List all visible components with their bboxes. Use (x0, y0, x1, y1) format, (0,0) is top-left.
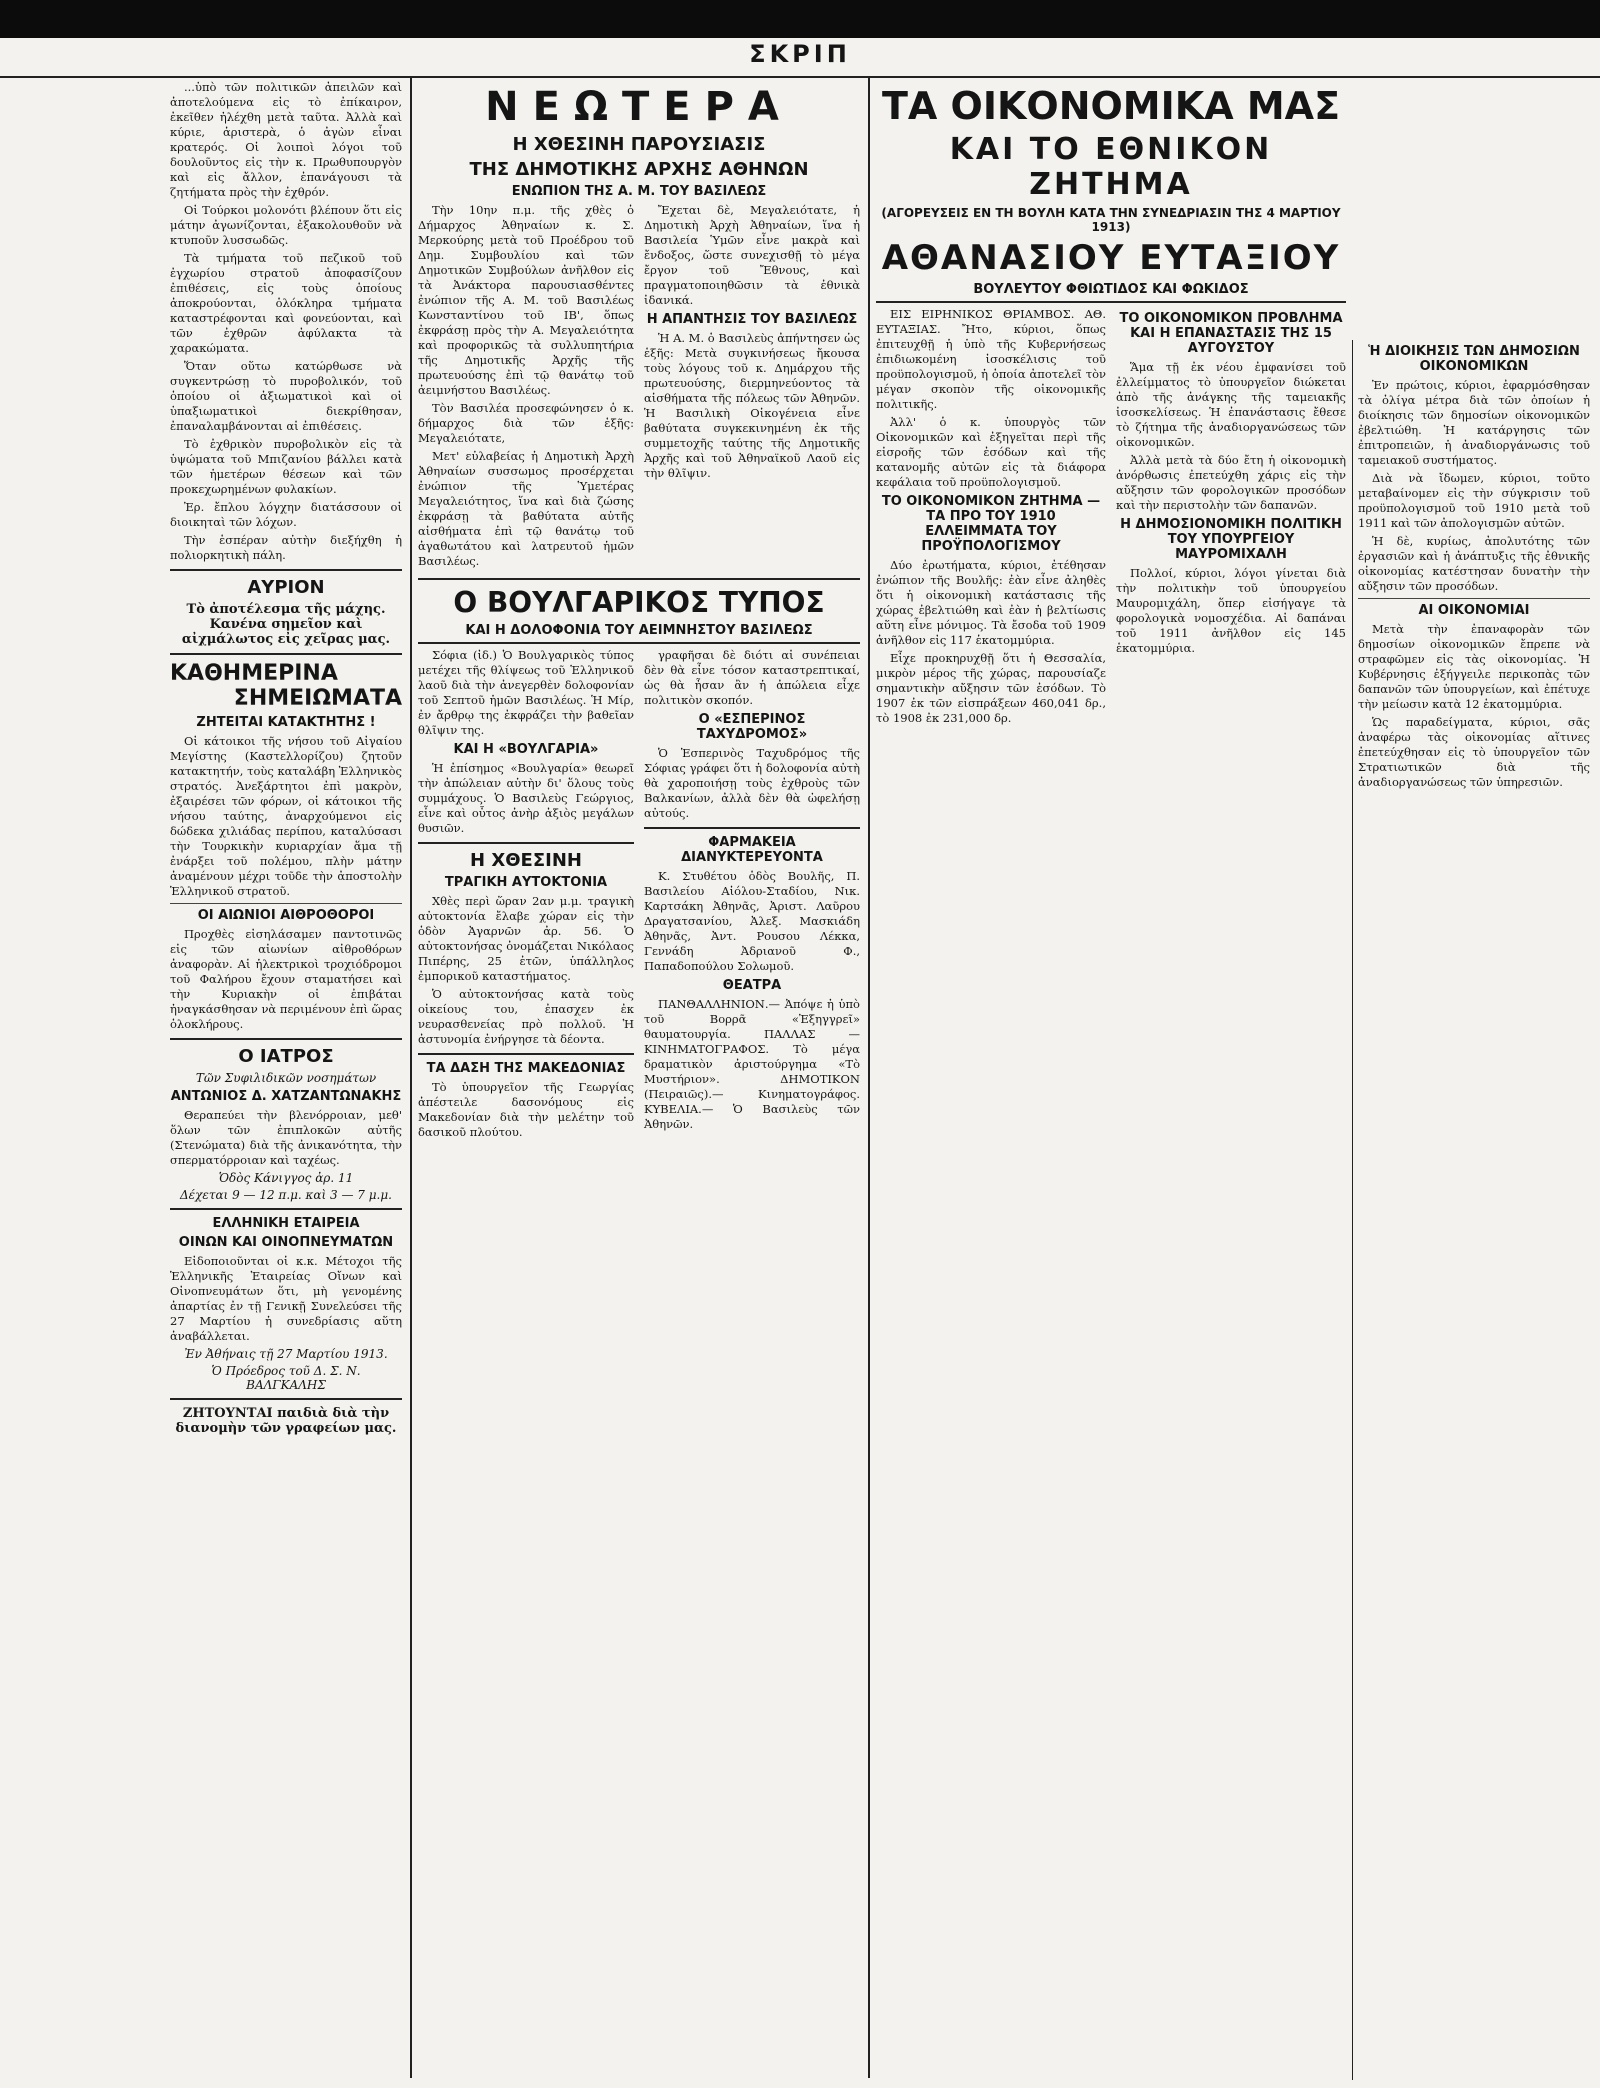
section-rule (418, 578, 860, 580)
article-paragraph: Τὴν ἑσπέραν αὐτὴν διεξήχθη ἡ πολιορκητικὴ πάλη. (170, 533, 402, 562)
article-paragraph: Ἀλλ' ὁ κ. ὑπουργὸς τῶν Οἰκονομικῶν καὶ ἐξηγεῖται περὶ τῆς εἰσροῆς τῶν ἐσόδων καὶ τῆς κατανομῆς αὐτῶν εἰς τὰ διάφορα κεφάλαια τοῦ προϋπολογισμοῦ. (876, 415, 1106, 489)
article-paragraph: Διὰ νὰ ἴδωμεν, κύριοι, τοῦτο μεταβαίνομεν εἰς τὴν σύγκρισιν τοῦ προϋπολογισμοῦ τοῦ 1910 μετὰ τοῦ 1911 καὶ τῶν ἀπολογισμῶν αὐτῶν. (1358, 471, 1590, 530)
article-paragraph: Ἔχεται δὲ, Μεγαλειότατε, ἡ Δημοτικὴ Ἀρχὴ Ἀθηναίων, ἵνα ἡ Βασιλεία Ὑμῶν εἶνε μακρὰ καὶ ἔνδοξος, ὥστε συνεχισθῇ τὸ μέγα ἔργον τοῦ Ἔθνους, καὶ πραγματοποιηθῶσιν τὰ ἐθνικὰ ἰδανικά. (644, 203, 860, 307)
etaireia-signature: Ὁ Πρόεδρος τοῦ Δ. Σ. Ν. ΒΑΛΓΚΑΛΗΣ (211, 1364, 361, 1392)
section-rule (170, 1398, 402, 1400)
article-paragraph: Ἡ δὲ, κυρίως, ἀπολυτότης τῶν ἐργασιῶν καὶ ἡ ἀνάπτυξις τῆς ἐθνικῆς οἰκονομίας κατέστησαν δυνατὴν τὴν αὔξησιν τῶν προσόδων. (1358, 534, 1590, 593)
column-economics (876, 80, 1346, 2080)
column-divider (1352, 340, 1353, 2080)
section-rule (170, 569, 402, 571)
iatros-hours: Δέχεται 9 — 12 π.μ. καὶ 3 — 7 μ.μ. (180, 1188, 392, 1202)
article-paragraph: Κ. Στυθέτου ὁδὸς Βουλῆς, Π. Βασιλείου Αἰόλου-Σταδίου, Νικ. Καρτσάκη Ἀθηνᾶς, Ἀριστ. Λαῦρου Δραγατσανίου, Ἀλεξ. Μασκιάδη Ἀθηνᾶς, Ἀντ. Ρουσου Λέκκα, Γεννάδη Ἀδριανοῦ Φ., Παπαδοπούλου Σολωμοῦ. (644, 869, 860, 973)
article-paragraph: Πολλοί, κύριοι, λόγοι γίνεται διὰ τὴν πολιτικὴν τοῦ ὑπουργείου Μαυρομιχάλη, ὅπερ εἰσήγαγε τὰ φορολογικὰ νομοσχέδια. Αἱ δαπάναι τοῦ 1911 ἀνῆλθον εἰς 145 ἑκατομμύρια. (1116, 566, 1346, 655)
article-paragraph: Τὰ τμήματα τοῦ πεζικοῦ τοῦ ἐγχωρίου στρατοῦ ἀποφασίζουν ἐπιθέσεις, εἰς τοὺς ὁποίους ἀποκρούονται, ὁλόκληρα τμήματα καταστρέφονται καὶ φονεύονται, καὶ τῶν ἐχθρῶν ἀφύλακτα τὰ χαρακώματα. (170, 251, 402, 355)
section-rule (170, 653, 402, 655)
zitountai-notice: ΖΗΤΟΥΝΤΑΙ παιδιὰ διὰ τὴν διανομὴν τῶν γραφείων μας. (175, 1406, 397, 1436)
ad-text: Εἰδοποιοῦνται οἱ κ.κ. Μέτοχοι τῆς Ἑλληνικῆς Ἑταιρείας Οἴνων καὶ Οἰνοπνευμάτων ὅτι, μὴ γενομένης ἀπαρτίας ἐν τῇ Γενικῇ Συνελεύσει τῆς 27 Μαρτίου ἡ συνεδρίασις αὕτη ἀναβάλλεται. (170, 1254, 402, 1343)
section-rule (170, 903, 402, 904)
zititai-heading: ΖΗΤΕΙΤΑΙ ΚΑΤΑΚΤΗΤΗΣ ! (196, 715, 376, 730)
section-heading: ΘΕΑΤΡΑ (722, 978, 782, 993)
column-news (418, 80, 860, 2080)
section-rule (418, 1053, 634, 1055)
section-heading: Η ΑΠΑΝΤΗΣΙΣ ΤΟΥ ΒΑΣΙΛΕΩΣ (646, 312, 858, 327)
article-paragraph: Ἐν πρώτοις, κύριοι, ἐφαρμόσθησαν τὰ ὀλίγα μέτρα διὰ τῶν ὁποίων ἡ διοίκησις τῶν δημοσίων οἰκονομικῶν ἐβελτιώθη. Ἡ κατάργησις τῶν ἐπιτροπειῶν, ἡ ἀναδιοργάνωσις τοῦ ταμειακοῦ συστήματος. (1358, 378, 1590, 467)
article-paragraph: Προχθὲς εἰσηλάσαμεν παντοτινῶς εἰς τῶν αἰωνίων αἰθροθόρων ἀναφορὰν. Αἱ ἡλεκτρικοὶ τροχιόδρομοι τοῦ Φαλήρου ἔχουν σταματήσει καὶ τὴν Κυριακὴν οἱ ἐπιβάται ἠναγκάσθησαν νὰ περιμένουν ἐπὶ ὥρας ὁλοκλήρους. (170, 927, 402, 1031)
article-paragraph: ...ὑπὸ τῶν πολιτικῶν ἀπειλῶν καὶ ἀποτελούμενα εἰς τὸ ἐπίκαιρον, ἐκεῖθεν ἠλέχθη μετὰ ταῦτα. Ἀλλὰ καὶ κύριε, ἀριστερὰ, ὁ ἀγὼν εἶναι κρατερός. Οἱ λοιποὶ λόγοι τοῦ δουλοῦντος εἰς τὴν κ. Πρωθυπουργὸν καὶ εἰς ἄλλον, ἐπανάγουσι τὰ ζητήματα πρὸς τὴν ἐχθρόν. (170, 80, 402, 199)
article-paragraph: Μετ' εὐλαβείας ἡ Δημοτικὴ Ἀρχὴ Ἀθηναίων συσσωμος προσέρχεται ἐνώπιον τῆς Ὑμετέρας Μεγαλειότητος, ἵνα καὶ διὰ ζώσης ἐκφράσῃ τὰ βαθύτατα αὐτῆς αἰσθήματα ἐπὶ τῷ θανάτῳ τοῦ ἀγαθωτάτου καὶ λατρευτοῦ ἡμῶν Βασιλέως. (418, 449, 634, 568)
article-headline: ΚΑΙ ΤΟ ΕΘΝΙΚΟΝ ΖΗΤΗΜΑ (949, 132, 1273, 202)
article-subheadline: ΕΝΩΠΙΟΝ ΤΗΣ Α. Μ. ΤΟΥ ΒΑΣΙΛΕΩΣ (511, 184, 767, 199)
section-heading: ΤΟ ΟΙΚΟΝΟΜΙΚΟΝ ΖΗΤΗΜΑ — ΤΑ ΠΡΟ ΤΟΥ 1910 ΕΛΛΕΙΜΜΑΤΑ ΤΟΥ ΠΡΟΫΠΟΛΟΓΙΣΜΟΥ (881, 494, 1101, 554)
top-black-band (0, 0, 1600, 38)
iatros-name: ΑΝΤΩΝΙΟΣ Δ. ΧΑΤΖΑΝΤΩΝΑΚΗΣ (170, 1089, 402, 1104)
column-left (170, 80, 402, 2080)
section-rule (418, 842, 634, 844)
column-divider (868, 78, 870, 2078)
section-heading: ΑΙ ΟΙΚΟΝΟΜΙΑΙ (1418, 603, 1530, 618)
article-paragraph: Δύο ἐρωτήματα, κύριοι, ἐτέθησαν ἐνώπιον τῆς Βουλῆς: ἐὰν εἶνε ἀληθὲς ὅτι ἡ οἰκονομικὴ κατάστασις τῆς χώρας ἐβελτιώθη καὶ ἐὰν ἡ βελτίωσις αὕτη εἶνε μόνιμος. Τὰ ἔσοδα τοῦ 1909 ἀνῆλθον εἰς 117 ἑκατομμύρια. (876, 558, 1106, 647)
section-heading: Η ΔΗΜΟΣΙΟΝΟΜΙΚΗ ΠΟΛΙΤΙΚΗ ΤΟΥ ΥΠΟΥΡΓΕΙΟΥ ΜΑΥΡΟΜΙΧΑΛΗ (1120, 517, 1342, 562)
etaireia-date: Ἐν Ἀθήναις τῇ 27 Μαρτίου 1913. (184, 1347, 388, 1361)
iatros-address: Ὁδὸς Κάνιγγος ἀρ. 11 (218, 1171, 354, 1185)
article-paragraph: Οἱ κάτοικοι τῆς νήσου τοῦ Αἰγαίου Μεγίστης (Καστελλορίζου) ζητοῦν κατακτητήν, τοὺς καταλάβη Ἑλληνικὸς στρατός. Ἀνεξάρτητοι ἐπὶ μακρὸν, ἐξαιρέσει τῶν φόρων, οἱ κάτοικοι τῆς νήσου ταύτης, ἀναρχούμενοι εἰς δώδεκα χιλιάδας περίπου, καταλύσασι τὴν Τουρκικὴν κυριαρχίαν ἅμα τῇ ἐνάρξει τοῦ πολέμου, πλὴν μάτην ἀναμένουν μέχρι τοῦδε τὴν ἀποστολὴν Ἑλληνικοῦ στρατοῦ. (170, 734, 402, 898)
article-subheadline: (ΑΓΟΡΕΥΣΕΙΣ ΕΝ ΤΗ ΒΟΥΛΗ ΚΑΤΑ ΤΗΝ ΣΥΝΕΔΡΙΑΣΙΝ ΤΗΣ 4 ΜΑΡΤΙΟΥ 1913) (881, 206, 1341, 234)
article-headline: ΤΑ ΟΙΚΟΝΟΜΙΚΑ ΜΑΣ (881, 84, 1341, 128)
column-divider (410, 78, 412, 2078)
simeiomata-heading: ΣΗΜΕΙΩΜΑΤΑ (233, 686, 402, 711)
section-rule (170, 1038, 402, 1040)
article-headline: ΤΗΣ ΔΗΜΟΤΙΚΗΣ ΑΡΧΗΣ ΑΘΗΝΩΝ (469, 159, 809, 180)
article-paragraph: Τὸν Βασιλέα προσεφώνησεν ὁ κ. δήμαρχος διὰ τῶν ἑξῆς: Μεγαλειότατε, (418, 401, 634, 445)
iatros-heading: Ο ΙΑΤΡΟΣ (238, 1046, 334, 1067)
section-heading: ΤΑ ΔΑΣΗ ΤΗΣ ΜΑΚΕΔΟΝΙΑΣ (426, 1061, 626, 1076)
section-heading: ΦΑΡΜΑΚΕΙΑ ΔΙΑΝΥΚΤΕΡΕΥΟΝΤΑ (681, 835, 823, 865)
section-rule (644, 827, 860, 829)
article-paragraph: ΠΑΝΘΑΛΛΗΝΙΟΝ.— Ἀπόψε ἡ ὑπὸ τοῦ Βορρᾶ «Ἐξηγγρεῖ» θαυματουργία. ΠΑΛΛΑΣ — ΚΙΝΗΜΑΤΟΓΡΑΦΟΣ. Τὸ μέγα δραματικὸν ἀριστούργημα «Τὸ Μυστήριον». ΔΗΜΟΤΙΚΟΝ (Πειραιῶς).— Κινηματογράφος. ΚΥΒΕΛΙΑ.— Ὁ Βασιλεὺς τῶν Ἀθηνῶν. (644, 997, 860, 1131)
author-title: ΒΟΥΛΕΥΤΟΥ ΦΘΙΩΤΙΔΟΣ ΚΑΙ ΦΩΚΙΔΟΣ (876, 282, 1346, 303)
article-paragraph: Οἱ Τούρκοι μολονότι βλέπουν ὅτι εἰς μάτην ἀγωνίζονται, ἐξακολουθοῦν νὰ κτυποῦν λυσσωδῶς. (170, 203, 402, 247)
article-paragraph: Ἡ Α. Μ. ὁ Βασιλεὺς ἀπήντησεν ὡς ἑξῆς: Μετὰ συγκινήσεως ἤκουσα τοὺς λόγους τοῦ κ. Δημάρχου τῆς πρωτευούσης, διερμηνεύοντος τὰ αἰσθήματα τῆς πόλεως τῶν Ἀθηνῶν. Ἡ Βασιλικὴ Οἰκογένεια εἶνε βαθύτατα συγκεκινημένη ἐκ τῆς συμμετοχῆς ταύτης τῆς Δημοτικῆς Ἀρχῆς καὶ τοῦ Ἀθηναϊκοῦ Λαοῦ εἰς τὴν θλῖψιν. (644, 331, 860, 480)
etaireia-subheading: ΟΙΝΩΝ ΚΑΙ ΟΙΝΟΠΝΕΥΜΑΤΩΝ (178, 1235, 394, 1250)
article-headline: Η ΧΘΕΣΙΝΗ (470, 850, 582, 871)
article-paragraph: Ὡς παραδείγματα, κύριοι, σᾶς ἀναφέρω τὰς οἰκονομίας αἵτινες ἐπετεύχθησαν εἰς τὸ ὑπουργεῖον τῶν Στρατιωτικῶν διὰ τῆς ἀναδιοργανώσεως τῶν ὑπηρεσιῶν. (1358, 715, 1590, 789)
article-paragraph: ΕΙΣ ΕΙΡΗΝΙΚΟΣ ΘΡΙΑΜΒΟΣ. ΑΘ. ΕΥΤΑΞΙΑΣ. Ἤτο, κύριοι, ὅπως ἐπιτευχθῇ ἡ ὑπὸ τῆς Κυβερνήσεως ἐπιδιωκομένη ἰσοσκέλισις τοῦ προϋπολογισμοῦ, ἡ ὁποία ἀποτελεῖ τὸν μέγαν σκοπὸν τῆς οἰκονομικῆς πολιτικῆς. (876, 307, 1106, 411)
article-paragraph: Εἶχε προκηρυχθῇ ὅτι ἡ Θεσσαλία, μικρὸν μέρος τῆς χώρας, παρουσίαζε σημαντικὴν αὔξησιν τῶν ἐσόδων. Τὸ 1907 ἐκ τῶν εἰσπράξεων 460,041 δρ., τὸ 1908 ἐκ 231,000 δρ. (876, 651, 1106, 725)
aithrothoroi-heading: ΟΙ ΑΙΩΝΙΟΙ ΑΙΘΡΟΘΟΡΟΙ (197, 908, 375, 923)
article-headline: Η ΧΘΕΣΙΝΗ ΠΑΡΟΥΣΙΑΣΙΣ (512, 134, 766, 155)
masthead: ΣΚΡΙΠ (749, 40, 851, 68)
article-subheadline: ΤΡΑΓΙΚΗ ΑΥΤΟΚΤΟΝΙΑ (444, 875, 608, 890)
header-rule (0, 76, 1600, 78)
article-subheadline: ΚΑΙ Η ΔΟΛΟΦΟΝΙΑ ΤΟΥ ΑΕΙΜΝΗΣΤΟΥ ΒΑΣΙΛΕΩΣ (418, 623, 860, 644)
column-right (1358, 340, 1590, 2080)
article-paragraph: Τὸ ὑπουργεῖον τῆς Γεωργίας ἀπέστειλε δασονόμους εἰς Μακεδονίαν διὰ τὴν μελέτην τοῦ δασικοῦ πλούτου. (418, 1080, 634, 1139)
article-paragraph: Ἡ ἐπίσημος «Βουλγαρία» θεωρεῖ τὴν ἀπώλειαν αὐτὴν δι' ὅλους τοὺς συμμάχους. Ὁ Βασιλεὺς Γεώργιος, εἶνε καὶ οὗτος ἀνὴρ ἀξιὸς μεγάλων θυσιῶν. (418, 761, 634, 835)
author-name: ΑΘΑΝΑΣΙΟΥ ΕΥΤΑΞΙΟΥ (881, 238, 1341, 278)
section-heading: ΚΑΙ Η «ΒΟΥΛΓΑΡΙΑ» (453, 742, 599, 757)
article-paragraph: Ὁ αὐτοκτονήσας κατὰ τοὺς οἰκείους του, ἐπασχεν ἐκ νευρασθενείας πρὸ πολλοῦ. Ἡ ἀστυνομία ἐνήργησε τὰ δέοντα. (418, 987, 634, 1046)
kathimerina-heading: ΚΑΘΗΜΕΡΙΝΑ (170, 661, 338, 686)
article-paragraph: Μετὰ τὴν ἐπαναφορὰν τῶν δημοσίων οἰκονομικῶν ἔπρεπε νὰ στραφῶμεν εἰς τὰς οἰκονομίας. Ἡ Κυβέρνησις ἐξήγγειλε περικοπὰς τῶν δαπανῶν τῶν ὑπουργείων, καὶ ἐπέτυχε τὴν μείωσιν κατὰ 12 ἑκατομμύρια. (1358, 622, 1590, 711)
section-rule (170, 1208, 402, 1210)
etaireia-heading: ΕΛΛΗΝΙΚΗ ΕΤΑΙΡΕΙΑ (212, 1216, 360, 1231)
article-paragraph: Ὅταν οὕτω κατώρθωσε νὰ συγκεντρώσῃ τὸ πυροβολικόν, τοῦ ὁποίου οἱ ἀξιωματικοὶ καὶ οἱ ὑπαξιωματικοὶ διεκρίθησαν, ἐπαναλαμβάνονται αἱ ἐπιθέσεις. (170, 359, 402, 433)
newtera-heading: ΝΕΩΤΕΡΑ (485, 84, 793, 130)
article-paragraph: Χθὲς περὶ ὥραν 2αν μ.μ. τραγικὴ αὐτοκτονία ἔλαβε χώραν εἰς τὴν ὁδὸν Ἀγαρνῶν ἀρ. 56. Ὁ αὐτοκτονήσας ὀνομάζεται Νικόλαος Πιπέρης, 25 ἐτῶν, ὑπάλληλος ἐμπορικοῦ καταστήματος. (418, 894, 634, 983)
article-paragraph: Σόφια (ἰδ.) Ὁ Βουλγαρικὸς τύπος μετέχει τῆς θλίψεως τοῦ Ἑλληνικοῦ λαοῦ διὰ τὴν ἀνεγερθὲν δολοφονίαν τοῦ Σεπτοῦ ἡμῶν Βασιλέως. Ἡ Μίρ, ἐν ἄρθρῳ της ἐκφράζει τὴν βαθεῖαν θλῖψιν της. (418, 648, 634, 737)
article-paragraph: Ἐρ. ἔπλου λόγχην διατάσσουν οἱ διοικηταὶ τῶν λόχων. (170, 500, 402, 529)
article-paragraph: Ἅμα τῇ ἐκ νέου ἐμφανίσει τοῦ ἐλλείμματος τὸ ὑπουργεῖον διώκεται ἀπὸ τῆς ἀνάγκης τῆς ταμειακῆς ἰσοσκελίσεως. Ἡ ἐπανάστασις ἔθεσε τὸ ζήτημα τῆς ἀναδιοργανώσεως τῶν οἰκονομικῶν. (1116, 360, 1346, 449)
article-paragraph: Ὁ Ἑσπερινὸς Ταχυδρόμος τῆς Σόφιας γράφει ὅτι ἡ δολοφονία αὐτὴ θὰ χαροποιήσῃ τοὺς ἐχθροὺς τῶν Βαλκανίων, ἀλλὰ δὲν θὰ ὠφελήσῃ αὐτούς. (644, 746, 860, 820)
section-rule (1358, 598, 1590, 599)
article-paragraph: Τὸ ἐχθρικὸν πυροβολικὸν εἰς τὰ ὑψώματα τοῦ Μπιζανίου βάλλει κατὰ τῶν ἡμετέρων θέσεων καὶ τῶν προκεχωρημένων φυλακίων. (170, 437, 402, 496)
article-paragraph: Ἀλλὰ μετὰ τὰ δύο ἔτη ἡ οἰκονομικὴ ἀνόρθωσις ἐπετεύχθη χάρις εἰς τὴν αὔξησιν τῶν φορολογικῶν προσόδων καὶ τὴν περιστολὴν τῶν δαπανῶν. (1116, 453, 1346, 512)
ad-text: Θεραπεύει τὴν βλενόρροιαν, μεθ' ὅλων τῶν ἐπιπλοκῶν αὐτῆς (Στενώματα) διὰ τῆς ἀνικανότητα, τὴν σπερματόρροιαν καὶ ταχέως. (170, 1108, 402, 1167)
article-paragraph: Τὴν 10ην π.μ. τῆς χθὲς ὁ Δήμαρχος Ἀθηναίων κ. Σ. Μερκούρης μετὰ τοῦ Προέδρου τοῦ Δημ. Συμβουλίου καὶ τῶν Δημοτικῶν Συμβούλων ἀνῆλθον εἰς τὰ Ἀνάκτορα παρουσιασθέντες ἐνώπιον τῆς Α. Μ. τοῦ Βασιλέως Κωνσταντίνου τοῦ ΙΒ', ὅπως ἐκφράσῃ πρὸς τὴν Α. Μεγαλειότητα καὶ προφορικῶς τὰ συλλυπητήρια τῆς Δημοτικῆς Ἀρχῆς τῆς πρωτευούσης ἐπὶ τῷ θανάτῳ τοῦ ἀειμνήστου Βασιλέως. (418, 203, 634, 397)
iatros-subheading: Τῶν Συφιλιδικῶν νοσημάτων (195, 1071, 377, 1085)
avrion-text: Τὸ ἀποτέλεσμα τῆς μάχης. Κανένα σημεῖον καὶ αἰχμάλωτος εἰς χεῖρας μας. (181, 602, 391, 647)
article-paragraph: γραφῆσαι δὲ διότι αἱ συνέπειαι δὲν θὰ εἶνε τόσον καταστρεπτικαί, ὡς θὰ ἦσαν ἂν ἡ ἀπώλεια εἶχε πολιτικὸν σκοπόν. (644, 648, 860, 707)
section-heading: Ο «ΕΣΠΕΡΙΝΟΣ ΤΑΧΥΔΡΟΜΟΣ» (696, 712, 808, 742)
avrion-heading: ΑΥΡΙΟΝ (247, 577, 325, 598)
article-headline: Ο ΒΟΥΛΓΑΡΙΚΟΣ ΤΥΠΟΣ (453, 586, 825, 619)
section-heading: ΤΟ ΟΙΚΟΝΟΜΙΚΟΝ ΠΡΟΒΛΗΜΑ ΚΑΙ Η ΕΠΑΝΑΣΤΑΣΙΣ ΤΗΣ 15 ΑΥΓΟΥΣΤΟΥ (1119, 311, 1343, 356)
section-heading: Ἡ ΔΙΟΙΚΗΣΙΣ ΤΩΝ ΔΗΜΟΣΙΩΝ ΟΙΚΟΝΟΜΙΚΩΝ (1368, 344, 1580, 374)
